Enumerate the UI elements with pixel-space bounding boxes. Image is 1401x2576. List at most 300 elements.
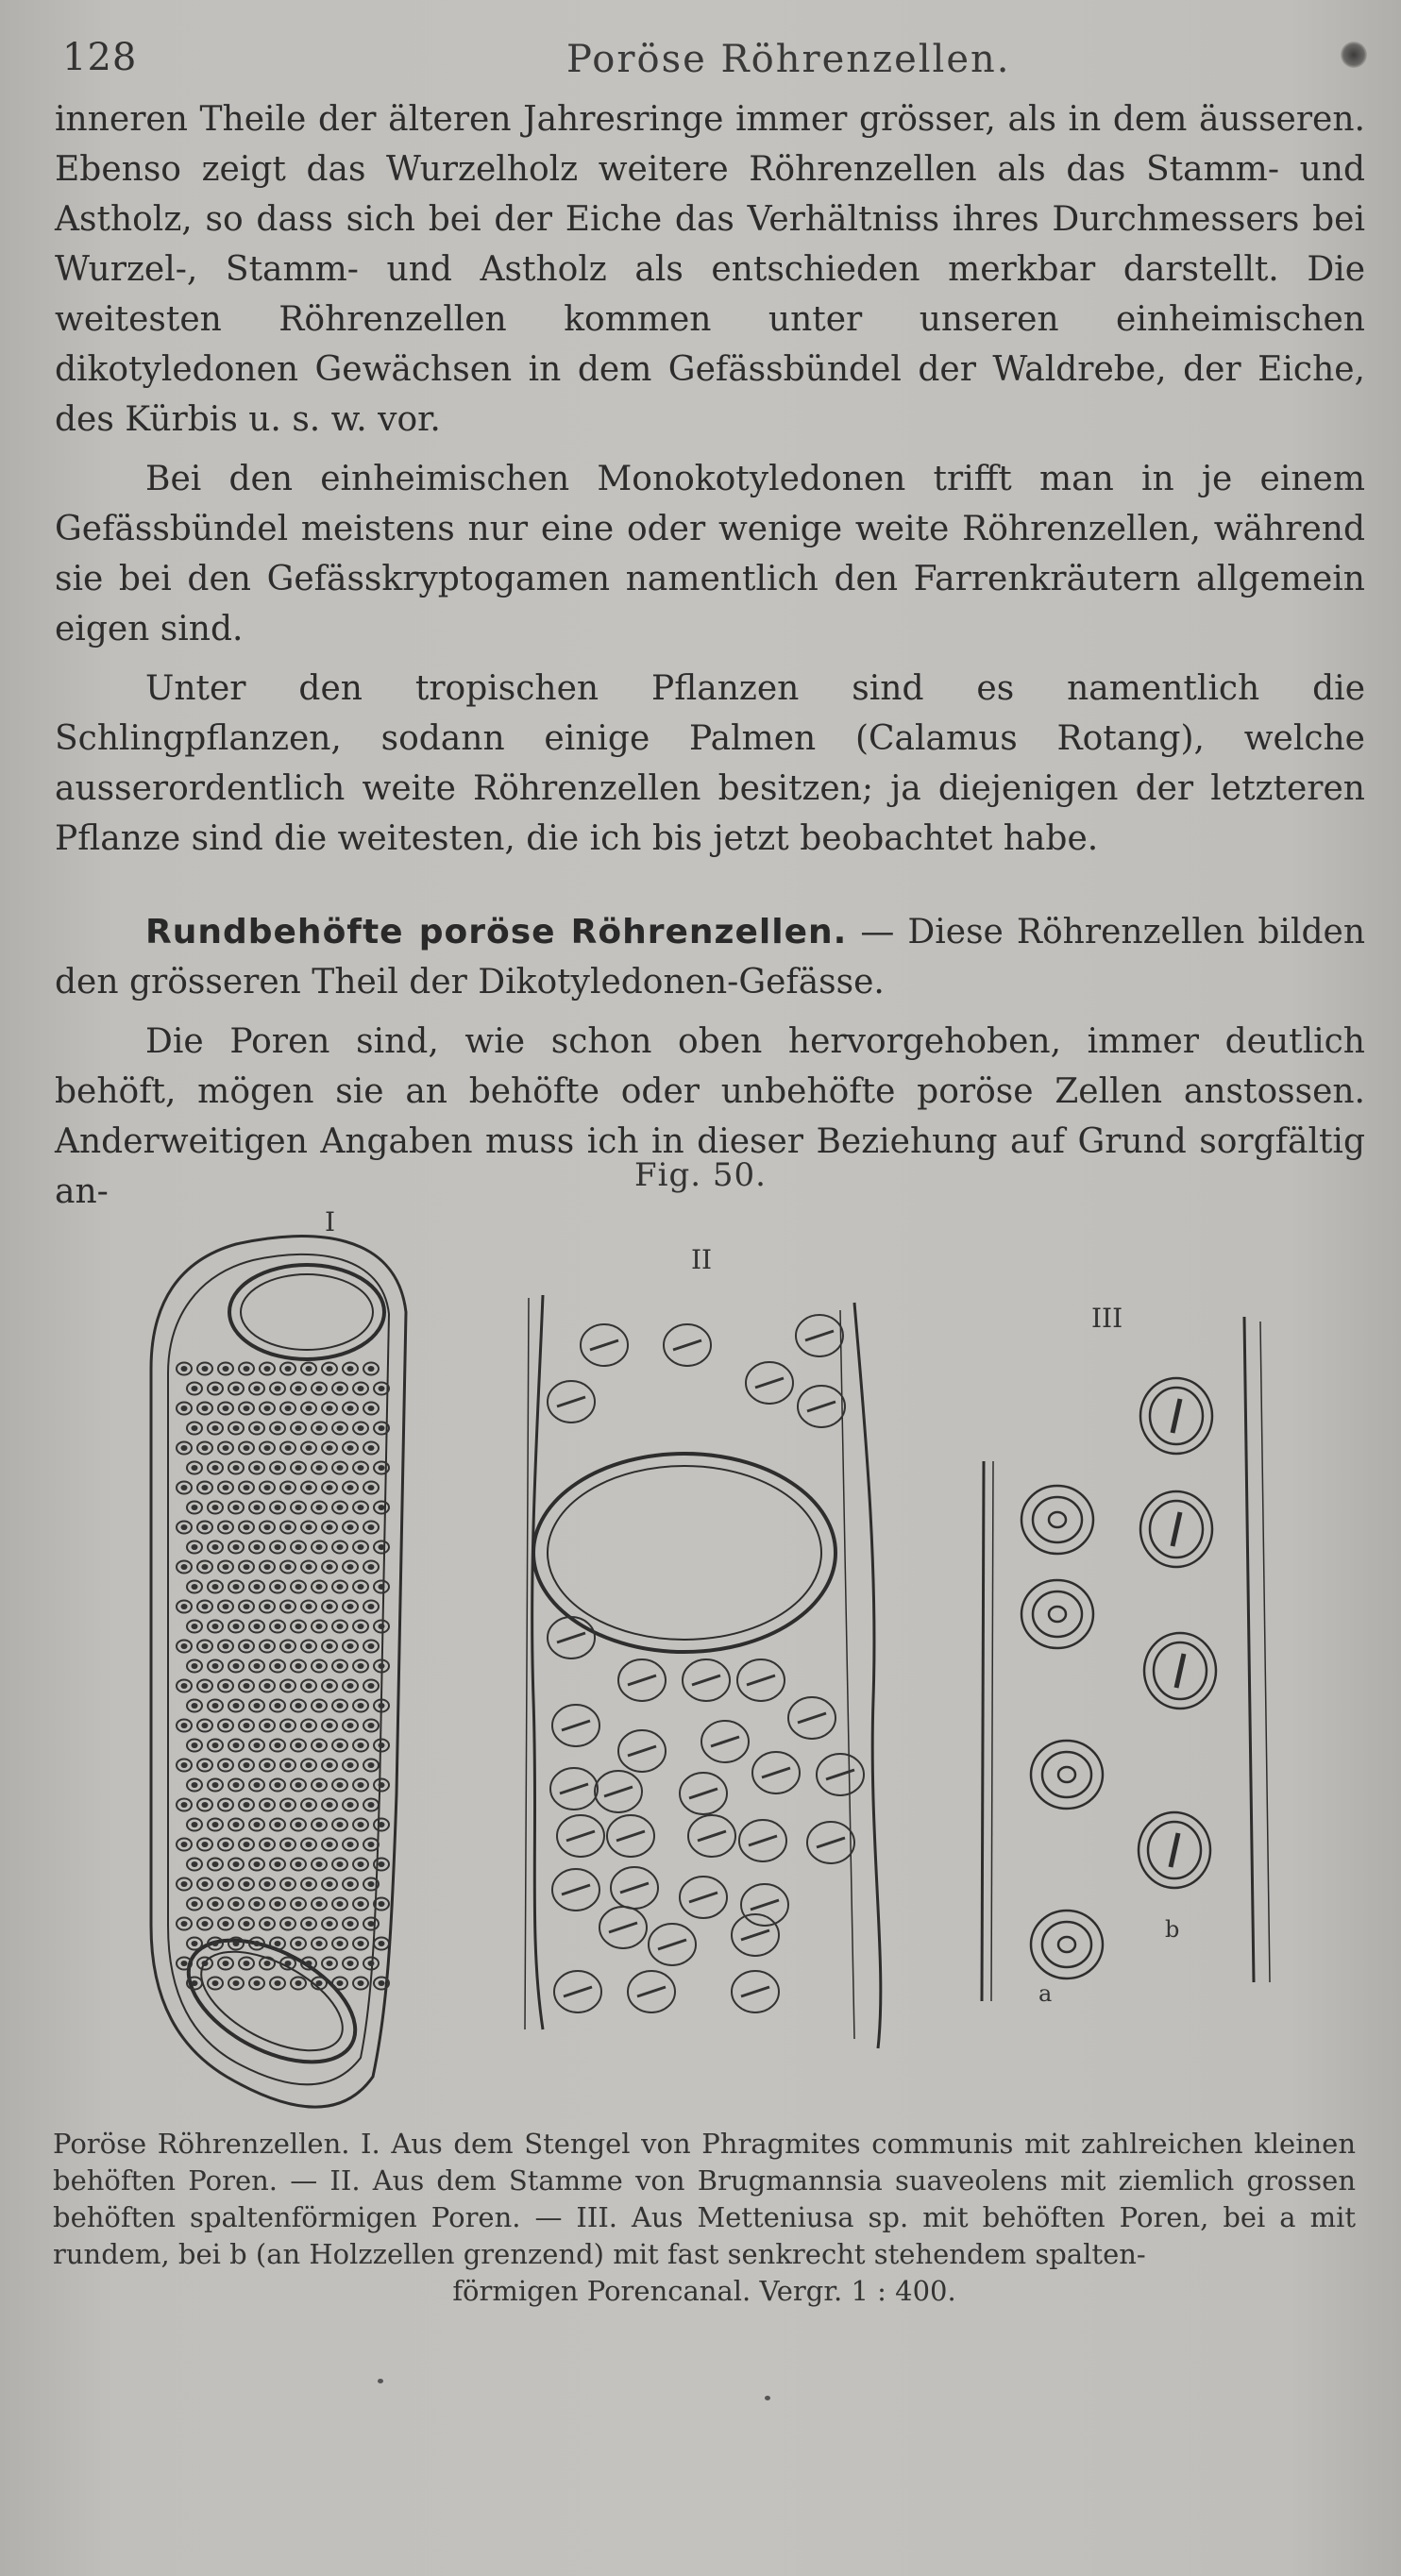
small-pit bbox=[270, 1423, 285, 1435]
small-pit bbox=[301, 1482, 316, 1494]
small-pit bbox=[239, 1958, 254, 1970]
paragraph-1: inneren Theile der älteren Jahresringe immer grösser, als in dem äusseren. Ebenso zeigt das Wurzelholz weitere Röhrenzellen als das Stamm- und Astholz, so dass sich bei der Eiche das Verhältniss ihres Durchmessers bei Wurzel-, Stamm- und Astholz als entschieden merkbar darstellt. Die weitesten Röhrenzellen kommen unter unseren einheimischen dikotyledonen Gewächsen in dem Gefässbündel der Waldrebe, der Eiche, des Kürbis u. s. w. vor. bbox=[55, 100, 1365, 439]
slit-pit bbox=[737, 1659, 785, 1701]
small-pit bbox=[260, 1601, 275, 1613]
small-pit bbox=[343, 1878, 358, 1891]
small-pit bbox=[249, 1423, 264, 1435]
small-pit bbox=[177, 1878, 192, 1891]
small-pit bbox=[177, 1482, 192, 1494]
small-pit bbox=[332, 1859, 347, 1871]
small-pit bbox=[363, 1759, 379, 1772]
small-pit bbox=[312, 1859, 327, 1871]
small-pit bbox=[332, 1423, 347, 1435]
paragraph-5: Die Poren sind, wie schon oben hervorgehoben, immer deutlich behöft, mögen sie an behöfte oder unbehöfte poröse Zellen anstossen. Anderweitigen Angaben muss ich in dieser Beziehung auf Grund sorgfältig an- bbox=[55, 1022, 1365, 1211]
small-pit bbox=[249, 1700, 264, 1712]
vertical-slit-pit bbox=[1140, 1378, 1212, 1454]
small-pit bbox=[260, 1878, 275, 1891]
small-pit bbox=[249, 1621, 264, 1633]
small-pit bbox=[353, 1700, 368, 1712]
small-pit bbox=[228, 1541, 244, 1554]
small-pit bbox=[218, 1958, 233, 1970]
small-pit bbox=[312, 1581, 327, 1593]
small-pit bbox=[208, 1978, 223, 1990]
small-pit bbox=[260, 1720, 275, 1732]
small-pit bbox=[197, 1918, 212, 1930]
small-pit bbox=[197, 1839, 212, 1851]
small-pit bbox=[270, 1700, 285, 1712]
small-pit bbox=[260, 1918, 275, 1930]
small-pit bbox=[249, 1462, 264, 1474]
slit-pit bbox=[550, 1768, 598, 1810]
small-pit bbox=[187, 1621, 202, 1633]
small-pit bbox=[280, 1601, 295, 1613]
slit-pit bbox=[817, 1754, 864, 1795]
small-pit bbox=[239, 1482, 254, 1494]
small-pit bbox=[239, 1403, 254, 1415]
slit-pit bbox=[739, 1820, 786, 1861]
small-pit bbox=[177, 1403, 192, 1415]
small-pit bbox=[187, 1462, 202, 1474]
small-pit bbox=[197, 1759, 212, 1772]
small-pit bbox=[363, 1403, 379, 1415]
paragraph-4-text: — Diese Röhrenzellen bilden den grösseren Theil der Dikotyledonen-Gefässe. bbox=[55, 913, 1365, 1002]
small-pit bbox=[363, 1720, 379, 1732]
small-pit bbox=[249, 1898, 264, 1911]
small-pit bbox=[228, 1383, 244, 1395]
small-pit bbox=[228, 1859, 244, 1871]
slit-pit bbox=[746, 1362, 793, 1404]
small-pit bbox=[218, 1720, 233, 1732]
small-pit bbox=[280, 1522, 295, 1534]
small-pit bbox=[322, 1363, 337, 1375]
small-pit bbox=[312, 1938, 327, 1950]
small-pit bbox=[301, 1442, 316, 1455]
small-pit bbox=[301, 1918, 316, 1930]
small-pit bbox=[260, 1759, 275, 1772]
slit-pit bbox=[607, 1815, 654, 1857]
small-pit bbox=[280, 1561, 295, 1574]
small-pit bbox=[187, 1660, 202, 1673]
small-pit bbox=[239, 1720, 254, 1732]
slit-pit bbox=[581, 1324, 628, 1366]
small-pit bbox=[343, 1839, 358, 1851]
slit-pit bbox=[611, 1867, 658, 1909]
small-pit bbox=[228, 1700, 244, 1712]
slit-pit bbox=[680, 1877, 727, 1918]
small-pit bbox=[343, 1403, 358, 1415]
slit-pit bbox=[680, 1773, 727, 1814]
small-pit bbox=[312, 1660, 327, 1673]
slit-pit bbox=[618, 1730, 666, 1772]
small-pit bbox=[249, 1859, 264, 1871]
small-pit bbox=[197, 1363, 212, 1375]
small-pit bbox=[249, 1740, 264, 1752]
small-pit bbox=[177, 1918, 192, 1930]
small-pit bbox=[280, 1641, 295, 1653]
small-pit bbox=[343, 1363, 358, 1375]
small-pit bbox=[187, 1700, 202, 1712]
slit-pit bbox=[649, 1924, 696, 1965]
small-pit bbox=[260, 1442, 275, 1455]
small-pit bbox=[353, 1462, 368, 1474]
small-pit bbox=[353, 1978, 368, 1990]
small-pit bbox=[239, 1759, 254, 1772]
small-pit bbox=[291, 1740, 306, 1752]
small-pit bbox=[228, 1779, 244, 1792]
small-pit bbox=[301, 1601, 316, 1613]
small-pit bbox=[208, 1898, 223, 1911]
small-pit bbox=[280, 1363, 295, 1375]
small-pit bbox=[260, 1839, 275, 1851]
small-pit bbox=[280, 1680, 295, 1692]
small-pit bbox=[249, 1660, 264, 1673]
small-pit bbox=[312, 1819, 327, 1831]
small-pit bbox=[208, 1541, 223, 1554]
small-pit bbox=[374, 1938, 389, 1950]
small-pit bbox=[322, 1601, 337, 1613]
small-pit bbox=[228, 1819, 244, 1831]
small-pit bbox=[239, 1918, 254, 1930]
small-pit bbox=[249, 1383, 264, 1395]
small-pit bbox=[197, 1680, 212, 1692]
small-pit bbox=[343, 1442, 358, 1455]
small-pit bbox=[374, 1819, 389, 1831]
caption-last-line: förmigen Porencanal. Vergr. 1 : 400. bbox=[452, 2275, 956, 2307]
slit-pit bbox=[683, 1659, 730, 1701]
slit-pit bbox=[788, 1697, 836, 1739]
small-pit bbox=[228, 1660, 244, 1673]
small-pit bbox=[322, 1442, 337, 1455]
small-pit bbox=[343, 1522, 358, 1534]
small-pit bbox=[280, 1720, 295, 1732]
small-pit bbox=[322, 1403, 337, 1415]
small-pit bbox=[322, 1720, 337, 1732]
small-pit bbox=[322, 1561, 337, 1574]
small-pit bbox=[249, 1541, 264, 1554]
small-pit bbox=[270, 1383, 285, 1395]
small-pit bbox=[343, 1482, 358, 1494]
small-pit bbox=[322, 1482, 337, 1494]
small-pit bbox=[291, 1541, 306, 1554]
small-pit bbox=[270, 1859, 285, 1871]
small-pit bbox=[218, 1522, 233, 1534]
small-pit bbox=[322, 1918, 337, 1930]
small-pit bbox=[363, 1482, 379, 1494]
small-pit bbox=[322, 1522, 337, 1534]
small-pit bbox=[187, 1423, 202, 1435]
slit-pit bbox=[732, 1914, 779, 1956]
small-pit bbox=[343, 1720, 358, 1732]
slit-pit bbox=[732, 1971, 779, 2012]
small-pit bbox=[270, 1779, 285, 1792]
small-pit bbox=[280, 1839, 295, 1851]
small-pit bbox=[291, 1898, 306, 1911]
small-pit bbox=[218, 1799, 233, 1811]
small-pit bbox=[332, 1898, 347, 1911]
small-pit bbox=[353, 1541, 368, 1554]
small-pit bbox=[270, 1621, 285, 1633]
small-pit bbox=[353, 1621, 368, 1633]
small-pit bbox=[208, 1502, 223, 1514]
small-pit bbox=[312, 1898, 327, 1911]
small-pit bbox=[228, 1621, 244, 1633]
small-pit bbox=[291, 1423, 306, 1435]
small-pit bbox=[260, 1641, 275, 1653]
small-pit bbox=[353, 1423, 368, 1435]
small-pit bbox=[239, 1839, 254, 1851]
small-pit bbox=[332, 1700, 347, 1712]
small-pit bbox=[322, 1878, 337, 1891]
small-pit bbox=[312, 1502, 327, 1514]
page-number: 128 bbox=[62, 36, 138, 79]
small-pit bbox=[177, 1641, 192, 1653]
small-pit bbox=[270, 1581, 285, 1593]
small-pit bbox=[197, 1522, 212, 1534]
small-pit bbox=[374, 1621, 389, 1633]
small-pit bbox=[177, 1799, 192, 1811]
small-pit bbox=[291, 1819, 306, 1831]
small-pit bbox=[280, 1799, 295, 1811]
small-pit bbox=[363, 1839, 379, 1851]
small-pit bbox=[270, 1660, 285, 1673]
label-b: b bbox=[1165, 1916, 1180, 1943]
small-pit bbox=[332, 1621, 347, 1633]
small-pit bbox=[177, 1720, 192, 1732]
small-pit bbox=[353, 1383, 368, 1395]
small-pit bbox=[208, 1859, 223, 1871]
small-pit bbox=[332, 1541, 347, 1554]
small-pit bbox=[280, 1403, 295, 1415]
small-pit bbox=[374, 1541, 389, 1554]
small-pit bbox=[343, 1958, 358, 1970]
small-pit bbox=[301, 1680, 316, 1692]
paper-speck bbox=[765, 2396, 770, 2400]
small-pit bbox=[187, 1740, 202, 1752]
small-pit bbox=[363, 1680, 379, 1692]
small-pit bbox=[187, 1859, 202, 1871]
small-pit bbox=[239, 1799, 254, 1811]
small-pit bbox=[177, 1759, 192, 1772]
panel-III-vessel bbox=[982, 1317, 1270, 2001]
small-pit bbox=[239, 1641, 254, 1653]
small-pit bbox=[197, 1641, 212, 1653]
small-pit bbox=[291, 1581, 306, 1593]
small-pit bbox=[187, 1502, 202, 1514]
slit-pit bbox=[595, 1771, 642, 1812]
small-pit bbox=[270, 1978, 285, 1990]
small-pit bbox=[208, 1779, 223, 1792]
small-pit bbox=[312, 1423, 327, 1435]
small-pit bbox=[249, 1502, 264, 1514]
small-pit bbox=[332, 1779, 347, 1792]
small-pit bbox=[353, 1859, 368, 1871]
small-pit bbox=[228, 1423, 244, 1435]
small-pit bbox=[343, 1680, 358, 1692]
small-pit bbox=[208, 1819, 223, 1831]
vertical-slit-pit bbox=[1144, 1633, 1216, 1709]
small-pit bbox=[312, 1621, 327, 1633]
slit-pit bbox=[798, 1386, 845, 1427]
small-pit bbox=[291, 1502, 306, 1514]
small-pit bbox=[270, 1462, 285, 1474]
small-pit bbox=[301, 1799, 316, 1811]
slit-pit bbox=[796, 1315, 843, 1356]
paragraph-3: Unter den tropischen Pflanzen sind es namentlich die Schlingpflanzen, sodann einige Palmen (Calamus Rotang), welche ausserordentlich weite Röhrenzellen besitzen; ja diejenigen der letzteren Pflanze sind die weitesten, die ich bis jetzt beobachtet habe. bbox=[55, 669, 1365, 858]
small-pit bbox=[187, 1938, 202, 1950]
panel-III-pits bbox=[1021, 1378, 1216, 1978]
small-pit bbox=[343, 1918, 358, 1930]
small-pit bbox=[291, 1938, 306, 1950]
small-pit bbox=[312, 1462, 327, 1474]
small-pit bbox=[322, 1958, 337, 1970]
small-pit bbox=[260, 1799, 275, 1811]
small-pit bbox=[249, 1819, 264, 1831]
small-pit bbox=[363, 1363, 379, 1375]
small-pit bbox=[187, 1383, 202, 1395]
small-pit bbox=[322, 1641, 337, 1653]
small-pit bbox=[332, 1502, 347, 1514]
slit-pit bbox=[548, 1381, 595, 1423]
small-pit bbox=[208, 1423, 223, 1435]
small-pit bbox=[218, 1482, 233, 1494]
small-pit bbox=[363, 1601, 379, 1613]
small-pit bbox=[208, 1383, 223, 1395]
small-pit bbox=[218, 1759, 233, 1772]
small-pit bbox=[332, 1581, 347, 1593]
small-pit bbox=[280, 1442, 295, 1455]
slit-pit bbox=[752, 1752, 800, 1793]
small-pit bbox=[343, 1561, 358, 1574]
paper-speck bbox=[378, 2379, 383, 2383]
small-pit bbox=[270, 1740, 285, 1752]
small-pit bbox=[228, 1898, 244, 1911]
small-pit bbox=[228, 1462, 244, 1474]
small-pit bbox=[197, 1799, 212, 1811]
small-pit bbox=[228, 1978, 244, 1990]
small-pit bbox=[260, 1680, 275, 1692]
small-pit bbox=[270, 1502, 285, 1514]
panel-II-vessel bbox=[525, 1295, 881, 2048]
round-pit bbox=[1021, 1580, 1093, 1648]
slit-pit bbox=[552, 1869, 599, 1911]
small-pit bbox=[239, 1878, 254, 1891]
small-pit bbox=[177, 1442, 192, 1455]
small-pit bbox=[239, 1680, 254, 1692]
small-pit bbox=[208, 1700, 223, 1712]
panel-label-II: II bbox=[691, 1244, 713, 1275]
paragraph-2: Bei den einheimischen Monokotyledonen trifft man in je einem Gefässbündel meistens nur eine oder wenige weite Röhrenzellen, während sie bei den Gefässkryptogamen namentlich den Farrenkräutern allgemein eigen sind. bbox=[55, 460, 1365, 648]
small-pit bbox=[249, 1779, 264, 1792]
small-pit bbox=[353, 1779, 368, 1792]
small-pit bbox=[322, 1839, 337, 1851]
small-pit bbox=[312, 1541, 327, 1554]
small-pit bbox=[177, 1522, 192, 1534]
small-pit bbox=[343, 1641, 358, 1653]
small-pit bbox=[218, 1839, 233, 1851]
small-pit bbox=[332, 1740, 347, 1752]
small-pit bbox=[208, 1621, 223, 1633]
small-pit bbox=[197, 1442, 212, 1455]
small-pit bbox=[249, 1978, 264, 1990]
figure-title: Fig. 50. bbox=[634, 1156, 767, 1194]
vertical-slit-pit bbox=[1139, 1812, 1210, 1888]
slit-pit bbox=[552, 1705, 599, 1746]
small-pit bbox=[291, 1621, 306, 1633]
slit-pit bbox=[688, 1815, 735, 1857]
small-pit bbox=[228, 1740, 244, 1752]
small-pit bbox=[301, 1759, 316, 1772]
small-pit bbox=[353, 1581, 368, 1593]
small-pit bbox=[218, 1680, 233, 1692]
small-pit bbox=[312, 1383, 327, 1395]
label-a: a bbox=[1038, 1980, 1053, 2007]
small-pit bbox=[363, 1522, 379, 1534]
small-pit bbox=[343, 1601, 358, 1613]
small-pit bbox=[177, 1680, 192, 1692]
small-pit bbox=[187, 1779, 202, 1792]
slit-pit bbox=[618, 1659, 666, 1701]
small-pit bbox=[270, 1819, 285, 1831]
panel-II-pits bbox=[548, 1315, 864, 2012]
small-pit bbox=[228, 1502, 244, 1514]
small-pit bbox=[291, 1978, 306, 1990]
slit-pit bbox=[548, 1617, 595, 1658]
slit-pit bbox=[599, 1907, 647, 1948]
small-pit bbox=[218, 1601, 233, 1613]
small-pit bbox=[197, 1561, 212, 1574]
small-pit bbox=[322, 1799, 337, 1811]
small-pit bbox=[260, 1958, 275, 1970]
small-pit bbox=[353, 1660, 368, 1673]
small-pit bbox=[260, 1482, 275, 1494]
small-pit bbox=[239, 1522, 254, 1534]
slit-pit bbox=[807, 1822, 854, 1863]
small-pit bbox=[312, 1779, 327, 1792]
small-pit bbox=[197, 1878, 212, 1891]
small-pit bbox=[177, 1601, 192, 1613]
caption-text: Poröse Röhrenzellen. I. Aus dem Stengel von Phragmites communis mit zahlreichen kleinen behöften Poren. — II. Aus dem Stamme von Brugmannsia suaveolens mit ziemlich grossen behöften spaltenförmigen Poren. — III. Aus Metteniusa sp. mit behöften Poren, bei a mit rundem, bei b (an Holzzellen grenzend) mit fast senkrecht stehendem spalten- bbox=[53, 2128, 1356, 2270]
small-pit bbox=[208, 1462, 223, 1474]
small-pit bbox=[177, 1363, 192, 1375]
small-pit bbox=[187, 1898, 202, 1911]
small-pit bbox=[301, 1561, 316, 1574]
small-pit bbox=[197, 1482, 212, 1494]
small-pit bbox=[280, 1918, 295, 1930]
slit-pit bbox=[554, 1971, 601, 2012]
small-pit bbox=[177, 1561, 192, 1574]
small-pit bbox=[301, 1641, 316, 1653]
small-pit bbox=[270, 1541, 285, 1554]
small-pit bbox=[187, 1541, 202, 1554]
slit-pit bbox=[557, 1815, 604, 1857]
small-pit bbox=[291, 1700, 306, 1712]
small-pit bbox=[363, 1918, 379, 1930]
small-pit bbox=[218, 1561, 233, 1574]
small-pit bbox=[228, 1581, 244, 1593]
small-pit bbox=[301, 1363, 316, 1375]
small-pit bbox=[270, 1898, 285, 1911]
small-pit bbox=[301, 1522, 316, 1534]
panel-label-I: I bbox=[325, 1206, 336, 1237]
small-pit bbox=[332, 1978, 347, 1990]
slit-pit bbox=[741, 1884, 788, 1926]
small-pit bbox=[239, 1363, 254, 1375]
small-pit bbox=[312, 1700, 327, 1712]
small-pit bbox=[374, 1779, 389, 1792]
round-pit bbox=[1031, 1741, 1103, 1809]
small-pit bbox=[218, 1442, 233, 1455]
small-pit bbox=[301, 1839, 316, 1851]
